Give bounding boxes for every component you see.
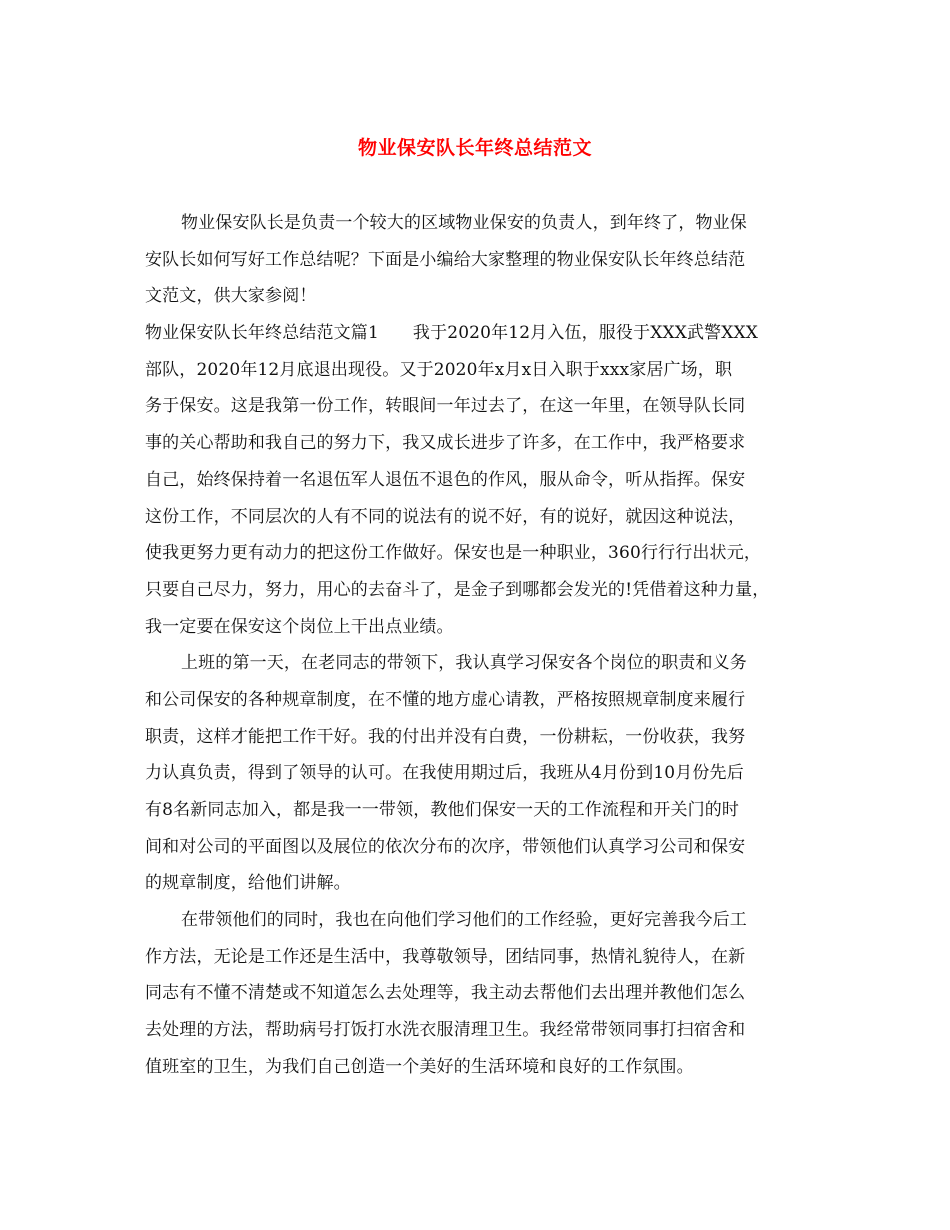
text-line: 同志有不懂不清楚或不知道怎么去处理等，我主动去帮他们去出理并教他们怎么 bbox=[145, 983, 746, 1004]
text-line: 有8名新同志加入，都是我一一带领，教他们保安一天的工作流程和开关门的时 bbox=[145, 800, 740, 820]
text-line: 在带领他们的同时，我也在向他们学习他们的工作经验，更好完善我今后工 bbox=[181, 910, 747, 931]
text-line: 力认真负责，得到了领导的认可。在我使用期过后，我班从4月份到10月份先后 bbox=[145, 763, 744, 784]
text-line: 文范文，供大家参阅！ bbox=[145, 286, 317, 307]
text-line: 上班的第一天，在老同志的带领下，我认真学习保安各个岗位的职责和义务 bbox=[181, 653, 747, 674]
text-line: 的规章制度，给他们讲解。 bbox=[145, 873, 351, 894]
text-line: 务于保安。这是我第一份工作，转眼间一年过去了，在这一年里，在领导队长同 bbox=[145, 396, 746, 417]
text-segment: 我于2020年12月入伍，服役于XXX武警XXX bbox=[412, 323, 759, 344]
text-line: 去处理的方法，帮助病号打饭打水洗衣服清理卫生。我经常带领同事打扫宿舍和 bbox=[145, 1020, 746, 1041]
text-line: 我一定要在保安这个岗位上干出点业绩。 bbox=[145, 616, 454, 637]
text-line: 只要自己尽力，努力，用心的去奋斗了，是金子到哪都会发光的!凭借着这种力量， bbox=[145, 579, 770, 600]
text-line: 间和对公司的平面图以及展位的依次分布的次序，带领他们认真学习公司和保安 bbox=[145, 836, 746, 857]
text-line: 部队，2020年12月底退出现役。又于2020年x月x日入职于xxx家居广场，职 bbox=[145, 359, 733, 380]
text-line: 自己，始终保持着一名退伍军人退伍不退色的作风，服从命令，听从指挥。保安 bbox=[145, 469, 746, 490]
text-line bbox=[145, 315, 810, 352]
text-line: 使我更努力更有动力的把这份工作做好。保安也是一种职业，360行行行出状元， bbox=[145, 543, 761, 564]
document-title: 物业保安队长年终总结范文 bbox=[357, 137, 592, 159]
text-line: 这份工作，不同层次的人有不同的说法有的说不好，有的说好，就因这种说法， bbox=[145, 506, 746, 527]
text-line: 事的关心帮助和我自己的努力下，我又成长进步了许多，在工作中，我严格要求 bbox=[145, 433, 746, 454]
text-line: 安队长如何写好工作总结呢？下面是小编给大家整理的物业保安队长年终总结范 bbox=[145, 249, 746, 270]
text-line: 和公司保安的各种规章制度，在不懂的地方虚心请教，严格按照规章制度来履行 bbox=[145, 689, 746, 710]
text-line: 物业保安队长是负责一个较大的区域物业保安的负责人，到年终了，物业保 bbox=[181, 213, 747, 233]
section-heading: 物业保安队长年终总结范文篇1 bbox=[145, 323, 379, 344]
text-line: 值班室的卫生，为我们自己创造一个美好的生活环境和良好的工作氛围。 bbox=[145, 1056, 694, 1077]
text-line: 作方法，无论是工作还是生活中，我尊敬领导，团结同事，热情礼貌待人，在新 bbox=[145, 946, 746, 967]
document-body bbox=[145, 205, 810, 1086]
text-line: 职责，这样才能把工作干好。我的付出并没有白费，一份耕耘，一份收获，我努 bbox=[145, 726, 746, 747]
